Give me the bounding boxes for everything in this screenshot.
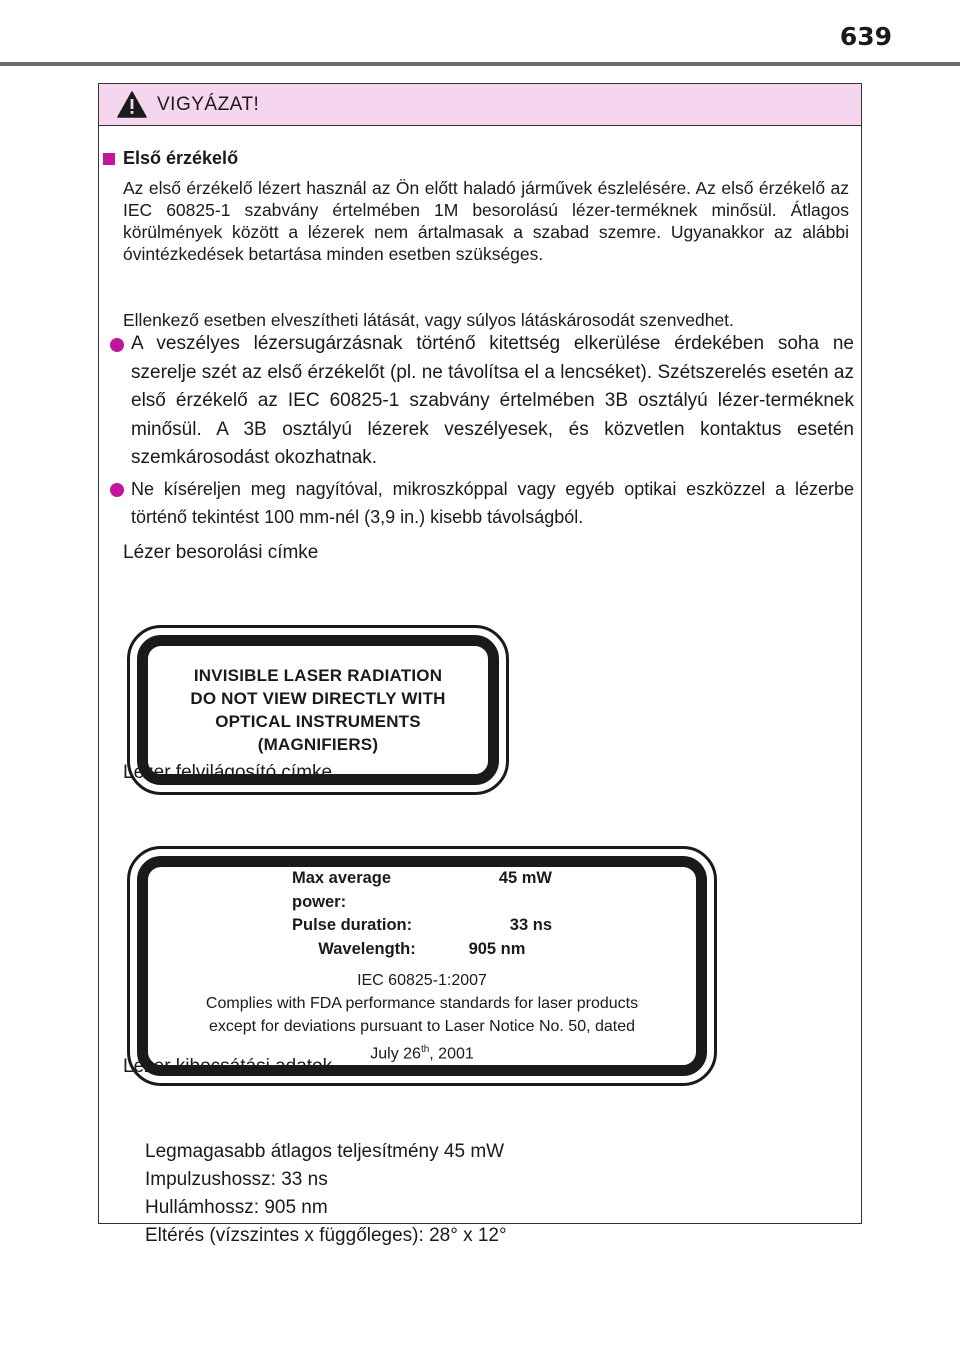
label-inner-frame [137,856,707,1076]
date-superscript: th [420,1043,430,1055]
date-suffix: , 2001 [429,1045,474,1062]
spec-value: 33 ns [509,916,552,934]
label-line: DO NOT VIEW DIRECTLY WITH [190,689,446,708]
emission-caption: Lézer kibocsátási adatok [123,1056,333,1077]
spec-row [292,938,552,962]
laser-info-label [127,846,717,1086]
warning-box [98,83,862,1246]
label-line: OPTICAL INSTRUMENTS [215,712,421,731]
compliance-line: Complies with FDA performance standards for laser products [205,994,639,1012]
section-title: Első érzékelő [123,148,239,168]
warning-triangle-icon [117,91,147,118]
bullet-text: A veszélyes lézersugárzásnak történő kitettség elkerülése érdekében soha ne szerelje szét az első érzékelőt (pl. ne távolítsa el a lencséket). Szétszerelés esetén az első érzékelő az IEC 60825-1 szabvány értelmében 3B osztályú lézer-terméknek minősül. A 3B osztályú lézerek veszélyesek, és közvetlen kontaktus esetén szemkárosodást okozhatnak. [131,333,854,468]
bullet-item [110,330,854,473]
emission-item: Hullámhossz: 905 nm [145,1197,328,1218]
bullet-text: Ne kíséreljen meg nagyítóval, mikroszkóppal vagy egyéb optikai eszközzel a lézerbe történő tekintést 100 mm-nél (3,9 in.) kisebb távolságból. [131,479,854,527]
section-heading [103,148,238,169]
spec-value: 905 nm [468,939,526,958]
square-bullet-icon [103,153,115,165]
classification-caption: Lézer besorolási címke [123,542,319,563]
compliance-line: except for deviations pursuant to Laser Notice No. 50, dated [208,1017,636,1035]
spec-value: 45 mW [498,869,552,887]
spec-key: Max average power: [292,869,392,911]
warning-title: VIGYÁZAT! [157,93,260,115]
bullet-item [110,475,854,531]
header-rule [0,62,960,66]
intro-paragraph: Az első érzékelő lézert használ az Ön előtt haladó járművek észlelésére. Az első érzékelő az IEC 60825-1 szabvány értelmében 1M besorolású lézer-terméknek minősül. Átlagos körülmények között a lézerek nem ártalmasak a szabad szemre. Ugyanakkor az alábbi óvintézkedések betartása minden esetben szükséges. [123,178,849,264]
label-line: (MAGNIFIERS) [257,735,379,754]
circle-bullet-icon [110,483,124,497]
label-line: INVISIBLE LASER RADIATION [193,666,443,685]
consequence-paragraph: Ellenkező esetben elveszítheti látását, vagy súlyos látáskárosodát szenvedhet. [123,310,734,330]
spec-row [292,914,552,938]
date-prefix: July 26 [370,1045,421,1062]
warning-header [99,84,861,126]
standard-line: IEC 60825-1:2007 [357,971,487,989]
emission-item: Impulzushossz: 33 ns [145,1169,328,1190]
page-number: 639 [839,22,892,51]
emission-item: Legmagasabb átlagos teljesítmény 45 mW [145,1141,505,1162]
spec-row [292,867,552,914]
circle-bullet-icon [110,338,124,352]
emission-item: Eltérés (vízszintes x függőleges): 28° x 12° [145,1225,507,1246]
info-caption: Lézer felvilágosító címke [123,762,333,783]
date-line [370,1038,474,1065]
spec-key: Pulse duration: [292,916,413,934]
emission-data-list [145,1138,507,1250]
spec-key: Wavelength: [318,939,416,958]
